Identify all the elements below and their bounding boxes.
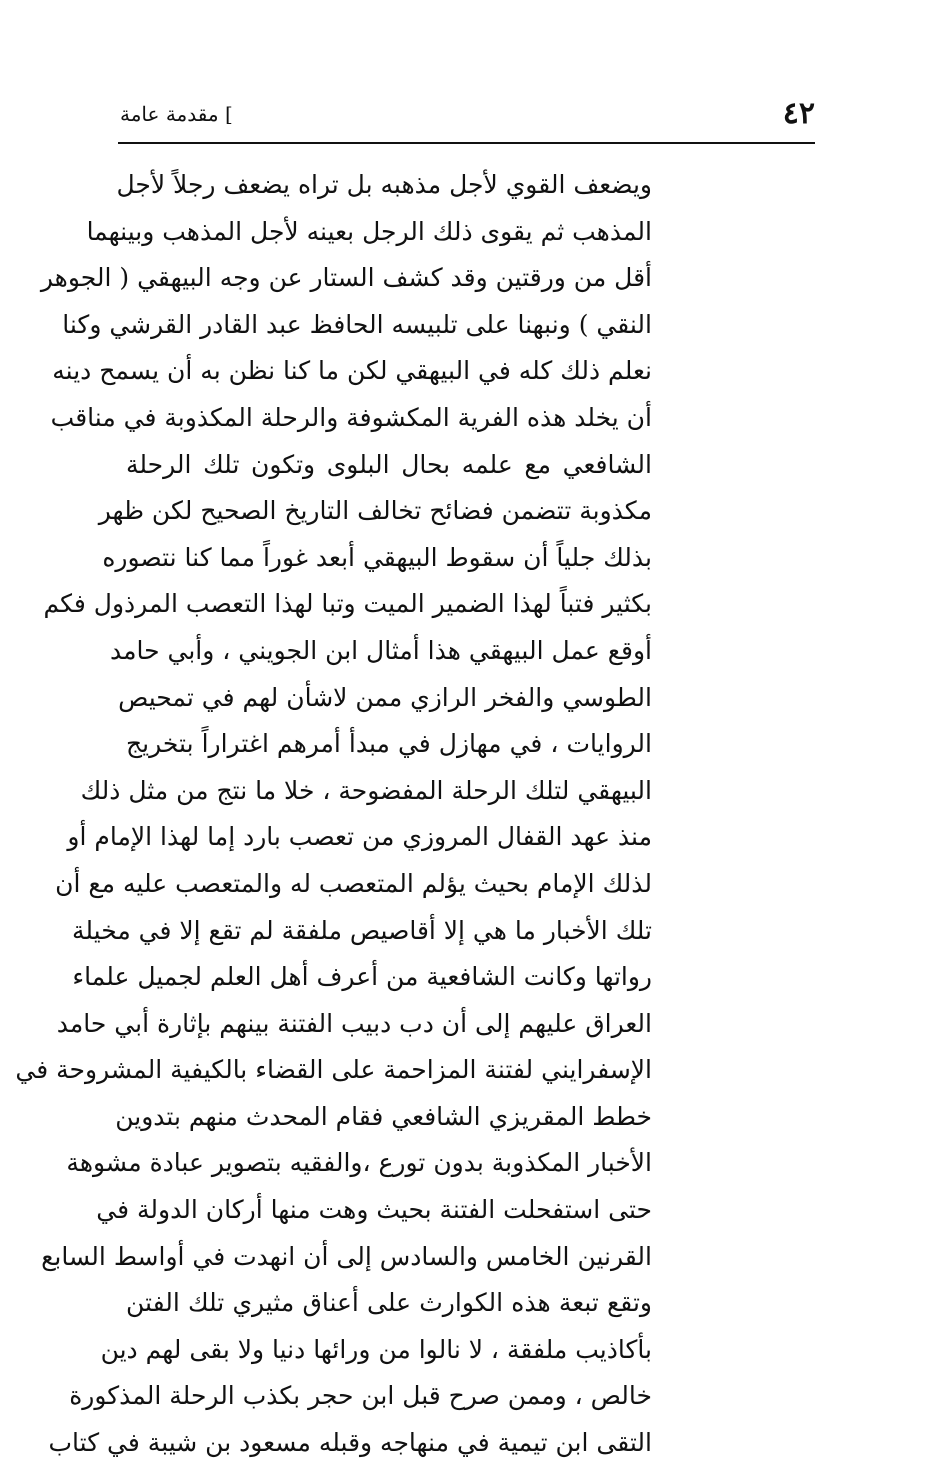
text-line: منذ عهد القفال المروزي من تعصب بارد إما لهذا الإمام أو [67,822,652,852]
text-line: الطوسي والفخر الرازي ممن لاشأن لهم في تمحيص [118,682,652,712]
running-head [120,92,815,142]
text-line: خالص ، وممن صرح قبل ابن حجر بكذب الرحلة المذكورة [69,1381,652,1411]
text-line: نعلم ذلك كله في البيهقي لكن ما كنا نظن به أن يسمح دينه [52,356,652,386]
text-line: الأخبار المكذوبة بدون تورع ،والفقيه بتصوير عبادة مشوهة [66,1148,652,1178]
body-text [15,162,652,1467]
text-line: النقي ) ونبهنا على تلبيسه الحافظ عبد القادر القرشي وكنا [62,309,652,339]
section-title: ] مقدمة عامة [120,102,233,126]
text-line: لذلك الإمام بحيث يؤلم المتعصب له والمتعصب عليه مع أن [55,868,652,898]
text-line: الروايات ، في مهازل في مبدأ أمرهم اغتراراً بتخريج [126,729,652,759]
text-line: الإسفرايني لفتنة المزاحمة على القضاء بالكيفية المشروحة في [15,1055,652,1085]
text-line: وتقع تبعة هذه الكوارث على أعناق مثيري تلك الفتن [126,1288,652,1318]
header-rule [118,142,815,144]
page-number: ٤٢ [782,96,815,131]
text-line: المذهب ثم يقوى ذلك الرجل بعينه لأجل المذهب وبينهما [86,216,652,246]
text-line: أن يخلد هذه الفرية المكشوفة والرحلة المكذوبة في مناقب [50,402,652,432]
text-line: التقى ابن تيمية في منهاجه وقبله مسعود بن شيبة في كتاب [48,1428,652,1458]
text-line: تلك الأخبار ما هي إلا أقاصيص ملفقة لم تقع إلا في مخيلة [71,915,652,945]
text-line: بذلك جلياً أن سقوط البيهقي أبعد غوراً مما كنا نتصوره [102,542,652,572]
text-line: رواتها وكانت الشافعية من أعرف أهل العلم لجميل علماء [72,962,652,992]
text-line: أوقع عمل البيهقي هذا أمثال ابن الجويني ، وأبي حامد [109,635,652,665]
text-line: البيهقي لتلك الرحلة المفضوحة ، خلا ما نتج من مثل ذلك [80,775,652,805]
text-line: الشافعي مع علمه بحال البلوى وتكون تلك الرحلة [126,449,652,479]
text-line: ويضعف القوي لأجل مذهبه بل تراه يضعف رجلاً لأجل [116,170,652,199]
text-line: أقل من ورقتين وقد كشف الستار عن وجه البيهقي ( الجوهر [40,263,652,293]
text-line: خطط المقريزي الشافعي فقام المحدث منهم بتدوين [115,1101,652,1131]
text-line: مكذوبة تتضمن فضائح تخالف التاريخ الصحيح لكن ظهر [98,496,652,526]
text-line: بكثير فتباً لهذا الضمير الميت وتبا لهذا التعصب المرذول فكم [43,589,652,619]
text-line: القرنين الخامس والسادس إلى أن انهدت في أواسط السابع [41,1241,652,1271]
text-line: بأكاذيب ملفقة ، لا نالوا من ورائها دنيا ولا بقى لهم دين [100,1334,652,1364]
text-line: العراق عليهم إلى أن دب دبيب الفتنة بينهم بإثارة أبي حامد [56,1008,652,1038]
text-line: حتى استفحلت الفتنة بحيث وهت منها أركان الدولة في [96,1195,652,1225]
